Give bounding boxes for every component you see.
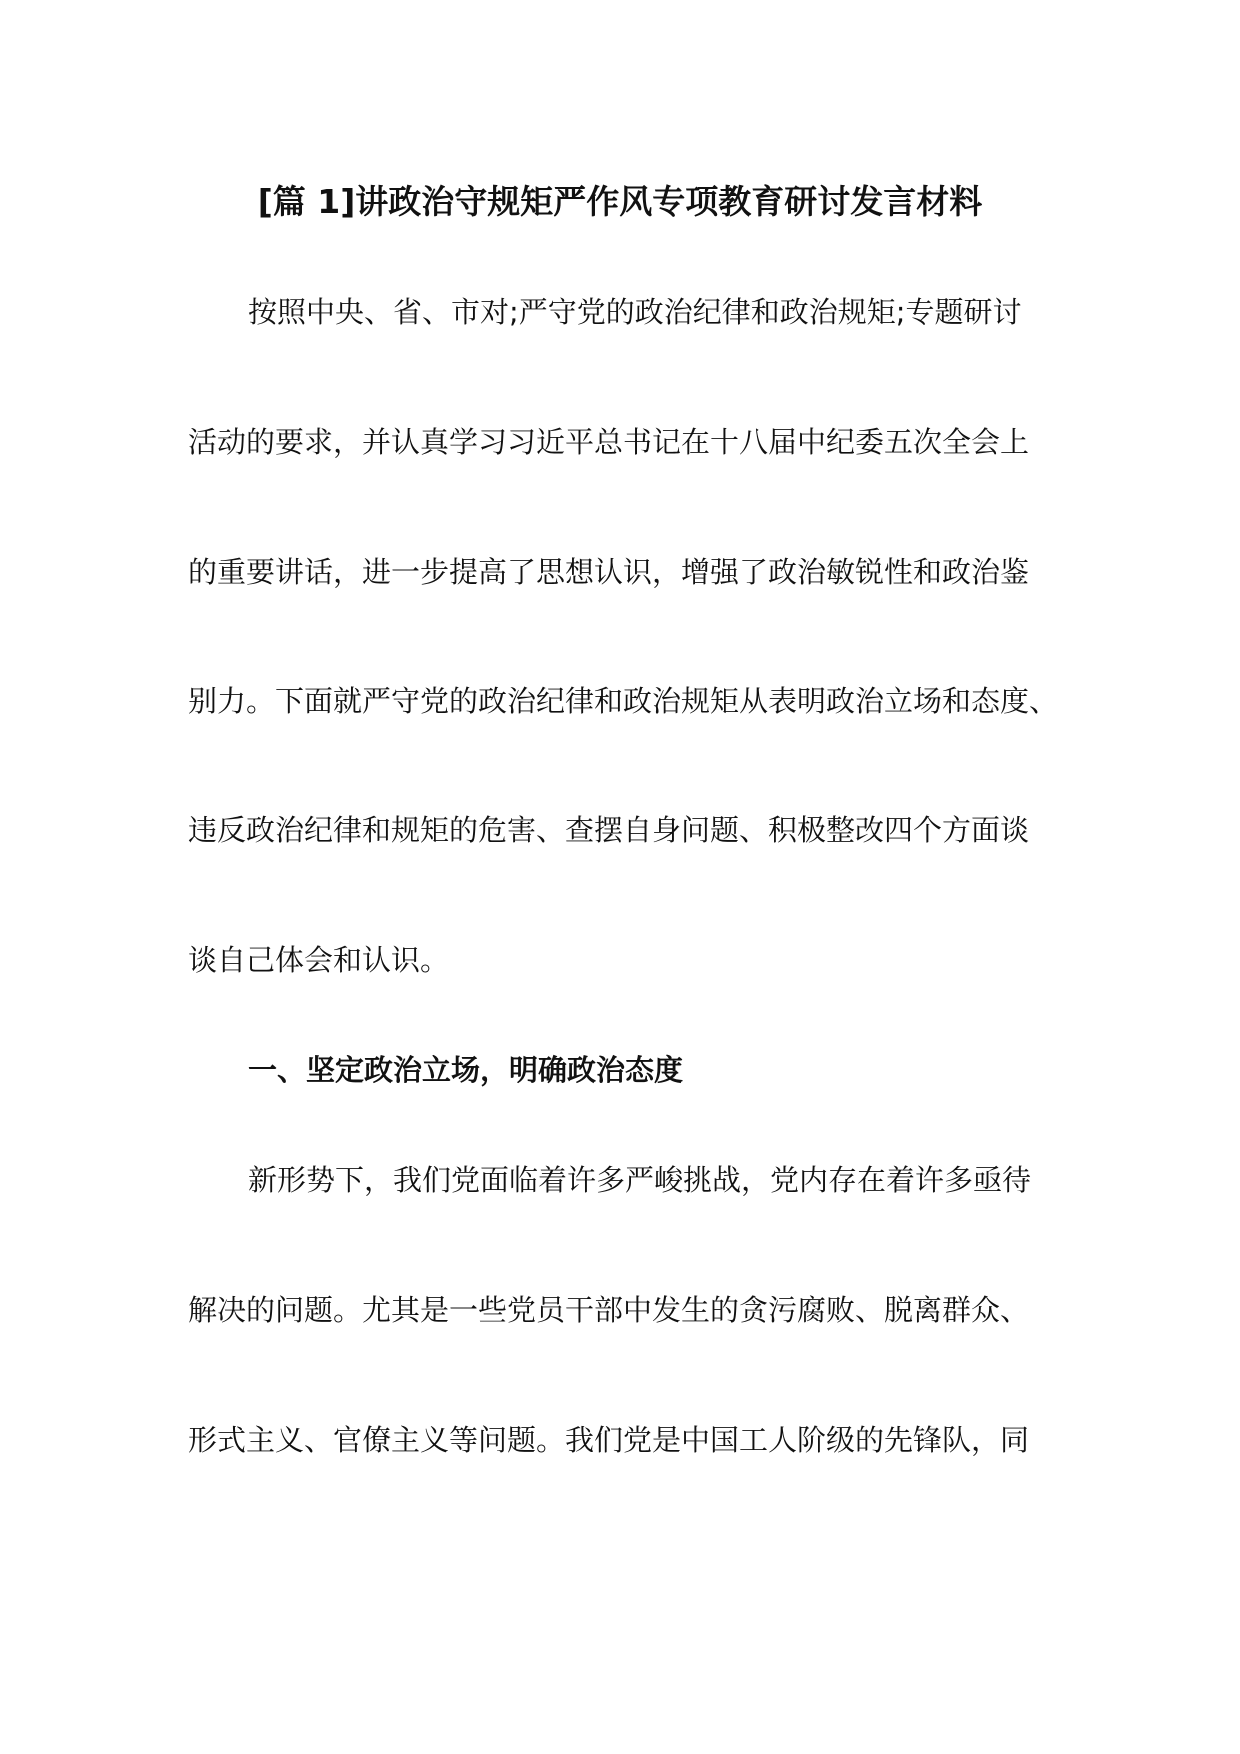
paragraph-2-line-3: 形式主义、官僚主义等问题。我们党是中国工人阶级的先锋队，同 [188, 1423, 1030, 1457]
document-title: [篇 1]讲政治守规矩严作风专项教育研讨发言材料 [257, 182, 983, 221]
paragraph-2-line-2: 解决的问题。尤其是一些党员干部中发生的贪污腐败、脱离群众、 [188, 1293, 1030, 1327]
paragraph-1-line-1: 按照中央、省、市对;严守党的政治纪律和政治规矩;专题研讨 [248, 295, 1022, 329]
paragraph-1-line-3: 的重要讲话，进一步提高了思想认识，增强了政治敏锐性和政治鉴 [188, 555, 1030, 589]
paragraph-2-line-1: 新形势下，我们党面临着许多严峻挑战，党内存在着许多亟待 [248, 1163, 1032, 1197]
paragraph-1-line-2: 活动的要求，并认真学习习近平总书记在十八届中纪委五次全会上 [188, 425, 1030, 459]
paragraph-1-line-5: 违反政治纪律和规矩的危害、查摆自身问题、积极整改四个方面谈 [188, 813, 1030, 847]
section-heading-1: 一、坚定政治立场，明确政治态度 [248, 1053, 684, 1087]
paragraph-1-line-4: 别力。下面就严守党的政治纪律和政治规矩从表明政治立场和态度、 [188, 684, 1059, 718]
paragraph-1-line-6: 谈自己体会和认识。 [188, 943, 450, 977]
